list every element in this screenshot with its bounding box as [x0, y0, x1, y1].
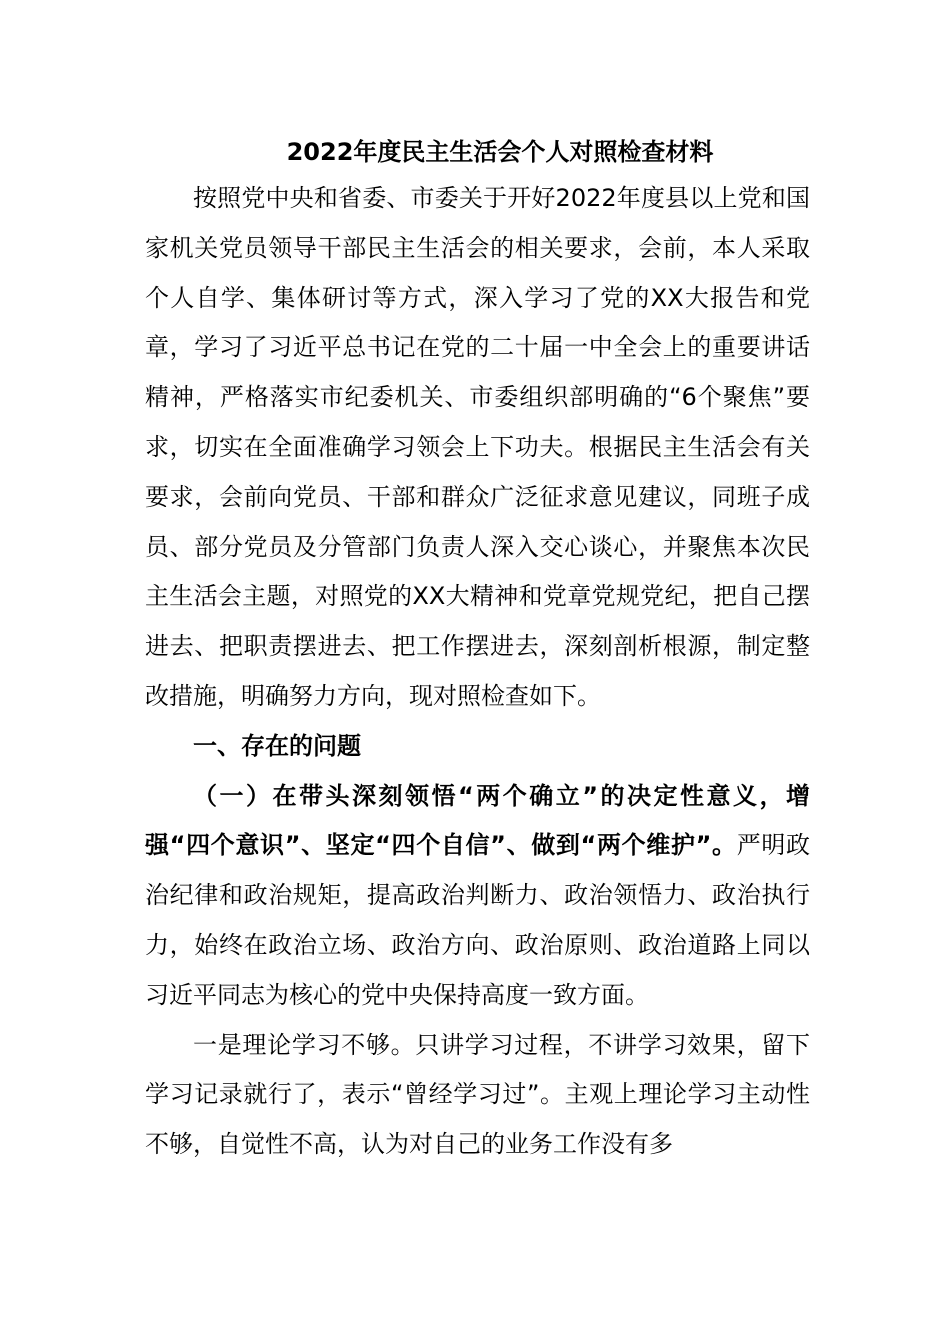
text-line: 明确的“6个聚焦”要求，切实在全面准确学习领会上下功夫。	[145, 383, 811, 461]
text-line: 征求意见建议，同班子成员、部分党员及分管部门负责人	[145, 482, 811, 561]
text-line: 上同以习近平同志为核心的党中央保持高度一致方面。	[145, 930, 811, 1009]
text-line: 按照党中央和省委、市委关于开好2022年度县以上党	[193, 184, 762, 212]
text-line: 大精神和党章党规党纪，把自己摆进去、把职责摆进去、	[145, 582, 811, 661]
text-line: 纪律和政治规矩，提高政治判断力、政治领悟力、政治执	[169, 881, 787, 910]
subsection-paragraph	[145, 772, 810, 1021]
document-title: 2022年度民主生活会个人对照检查材料	[286, 138, 714, 166]
text-line: 一是理论学习不够。只讲学习过程，不讲学习效果，	[193, 1030, 762, 1059]
text-line: 本人采取个人自学、集体研讨等方式，深入学习了党的XX	[145, 233, 811, 312]
subsection-heading-line: （一）在带头深刻领悟“两个确立”的决定性意义，增强	[145, 781, 810, 860]
text-line: 会上的重要讲话精神，严格落实市纪委机关、市委组织部	[145, 333, 811, 412]
text-line: 大报告和党章，学习了习近平总书记在党的二十届一中全	[145, 283, 810, 362]
intro-paragraph	[145, 174, 810, 722]
text-line: 和国家机关党员领导干部民主生活会的相关要求，会前，	[145, 184, 810, 262]
text-line: 主动性不够，自觉性不高，认为对自己的业务工作没有多	[145, 1080, 810, 1159]
text-line: 深入交心谈心，并聚焦本次民主生活会主题，对照党的XX	[145, 532, 811, 611]
section-heading: 一、存在的问题	[193, 731, 361, 760]
subsection-heading-line: “四个意识”、坚定“四个自信”、做到“两个维护”。	[169, 831, 737, 860]
text-line: 根据民主生活会有关要求，会前向党员、干部和群众广泛	[145, 432, 811, 511]
text-line: 留下学习记录就行了，表示“曾经学习过”。主观上理论学习	[145, 1030, 811, 1109]
text-line: 行力，始终在政治立场、政治方向、政治原则、政治道路	[145, 881, 811, 959]
text-line: 严明政治	[145, 831, 811, 910]
document-body	[145, 174, 810, 1170]
text-line: 方向，现对照检查如下。	[337, 681, 601, 710]
point-one-paragraph	[145, 1021, 810, 1170]
text-line: 把工作摆进去，深刻剖析根源，制定整改措施，明确努力	[145, 632, 811, 710]
